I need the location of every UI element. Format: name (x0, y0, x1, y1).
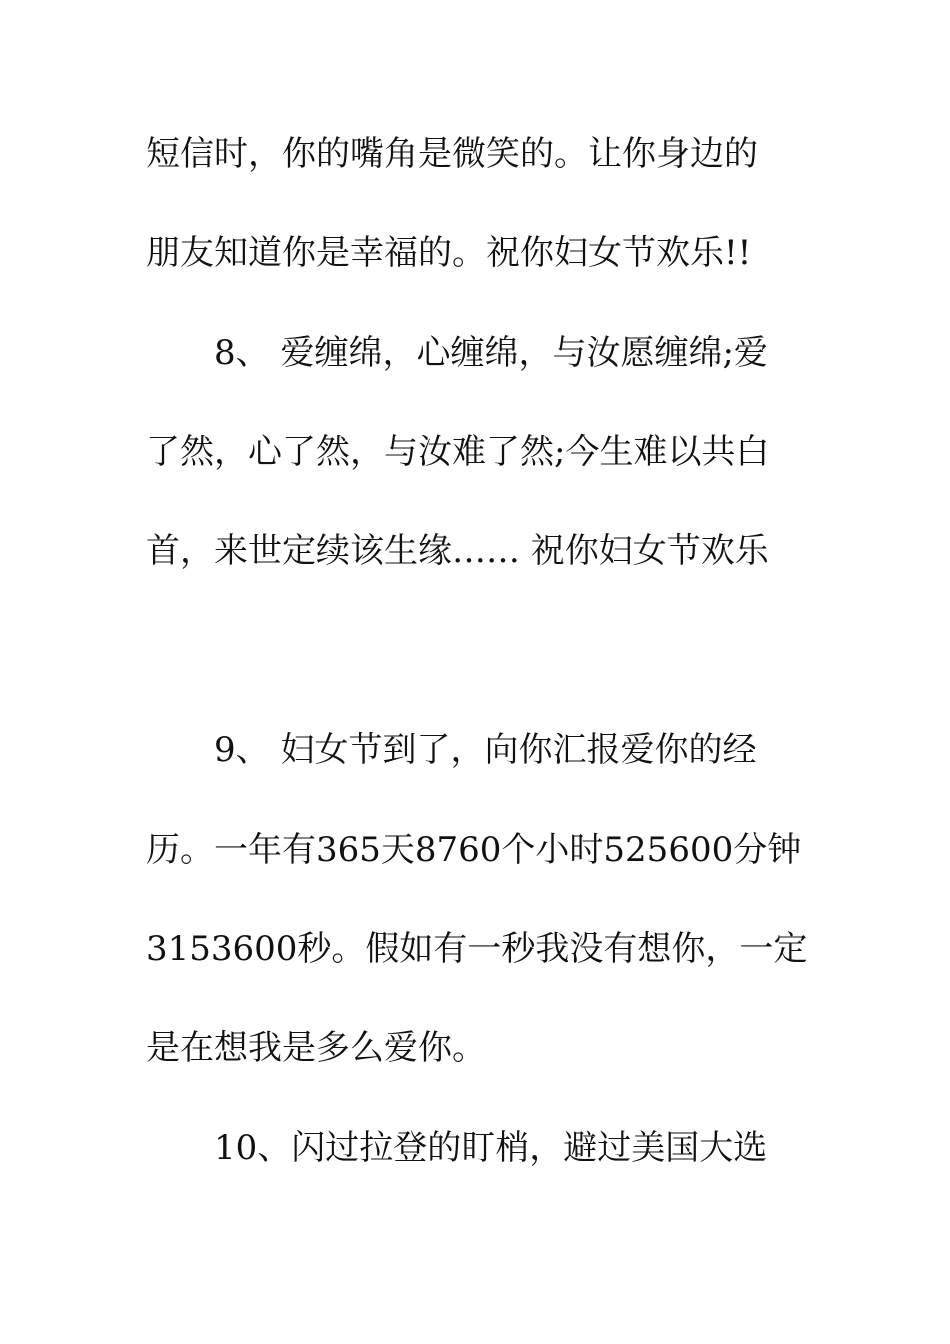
text-line: 朋友知道你是幸福的。祝你妇女节欢乐!! (146, 233, 752, 273)
text-line: 是在想我是多么爱你。 (146, 1028, 486, 1068)
text-line: 3153600秒。假如有一秒我没有想你，一定 (146, 929, 808, 969)
list-item-8-start: 8、 爱缠绵，心缠绵，与汝愿缠绵;爱 (214, 333, 768, 373)
text-line: 首，来世定续该生缘…… 祝你妇女节欢乐 (146, 531, 769, 571)
text-line: 了然，心了然，与汝难了然;今生难以共白 (146, 432, 770, 472)
text-line: 短信时，你的嘴角是微笑的。让你身边的 (146, 134, 758, 174)
text-line: 历。一年有365天8760个小时525600分钟 (146, 830, 802, 870)
list-item-10-start: 10、闪过拉登的盯梢，避过美国大选 (214, 1128, 768, 1168)
list-item-9-start: 9、 妇女节到了，向你汇报爱你的经 (214, 730, 757, 770)
